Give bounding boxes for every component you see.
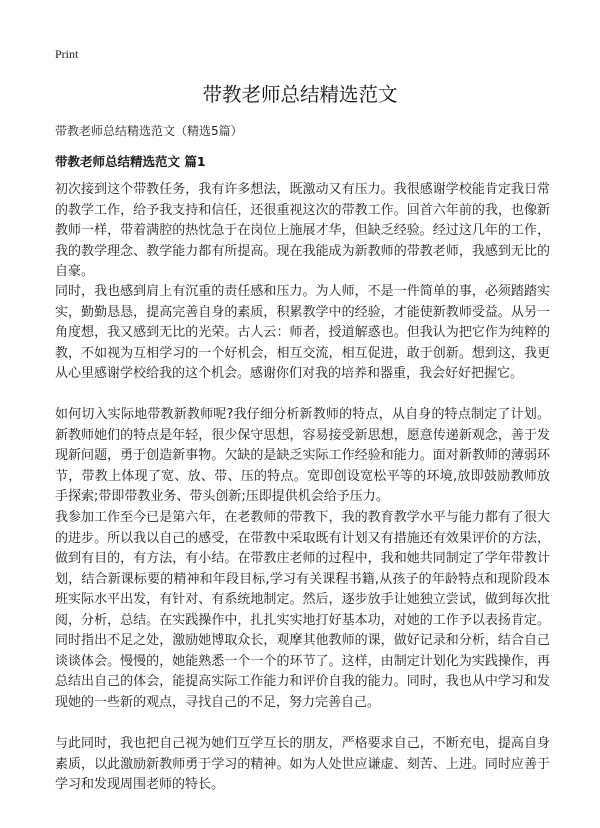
paragraph: 如何切入实际地带教新教师呢?我仔细分析新教师的特点，从自身的特点制定了计划。新教师她们的特点是年轻，很少保守思想，容易接受新思想，愿意传递新观念，善于发现新问题，勇于创造新事物。欠缺的是缺乏实际工作经验和能力。面对新教师的薄弱环节，带教上体现了宽、放、带、压的特点。宽即创设宽松平等的环境,放即鼓励教师放手探索;带即带教业务、带头创新;压即提供机会给予压力。 (55, 407, 550, 504)
print-link[interactable]: Print (55, 47, 79, 61)
paragraph: 与此同时，我也把自己视为她们互学互长的朋友，严格要求自己，不断充电，提高自身素质，以此激励新教师勇于学习的精神。如为人处世应谦虚、刻苦、上进。同时应善于学习和发现周围老师的特长。 (55, 736, 550, 792)
paragraph: 同时，我也感到肩上有沉重的责任感和压力。为人师，不是一件简单的事，必须踏踏实实，勤勤恳恳，提高完善自身的素质，积累教学中的经验，才能使新教师受益。从另一角度想，我又感到无比的光荣。古人云：师者，授道解惑也。但我认为把它作为纯粹的教，不如视为互相学习的一个好机会，相互交流，相互促进，敢于创新。想到这，我更从心里感谢学校给我的这个机会。感谢你们对我的培养和器重，我会好好把握它。 (55, 284, 550, 381)
document-subtitle: 带教老师总结精选范文（精选5篇） (55, 124, 243, 138)
document-title: 带教老师总结精选范文 (202, 83, 398, 106)
paragraph: 我参加工作至今已是第六年，在老教师的带教下，我的教育教学水平与能力都有了很大的进步。所以我以自己的感受，在带教中采取既有计划又有措施还有效果评价的方法，做到有目的，有方法，有小结。在带教庄老师的过程中，我和她共同制定了学年带教计划，结合新课标要的精神和年段目标,学习有关课程书籍,从孩子的年龄特点和现阶段本班实际水平出发，有针对、有系统地制定。然后，逐步放手让她独立尝试，做到每次批阅，分析，总结。在实践操作中，扎扎实实地打好基本功，对她的工作予以表扬肯定。同时指出不足之处，激励她博取众长，观摩其他教师的课，做好记录和分析，结合自己谈谈体会。慢慢的，她能熟悉一个一个的环节了。这样，由制定计划化为实践操作，再总结出自己的体会，能提高实际工作能力和评价自我的能力。同时，我也从中学习和发现她的一些新的观点，寻找自己的不足，努力完善自己。 (55, 510, 550, 710)
paragraph: 初次接到这个带教任务，我有许多想法，既激动又有压力。我很感谢学校能肯定我日常的教学工作，给予我支持和信任，还很重视这次的带教工作。回首六年前的我，也像新教师一样，带着满腔的热忱急于在岗位上施展才华，但缺乏经验。经过这几年的工作，我的教学理念、教学能力都有所提高。现在我能成为新教师的带教老师，我感到无比的自豪。 (55, 182, 550, 279)
section-heading: 带教老师总结精选范文 篇1 (55, 154, 206, 169)
